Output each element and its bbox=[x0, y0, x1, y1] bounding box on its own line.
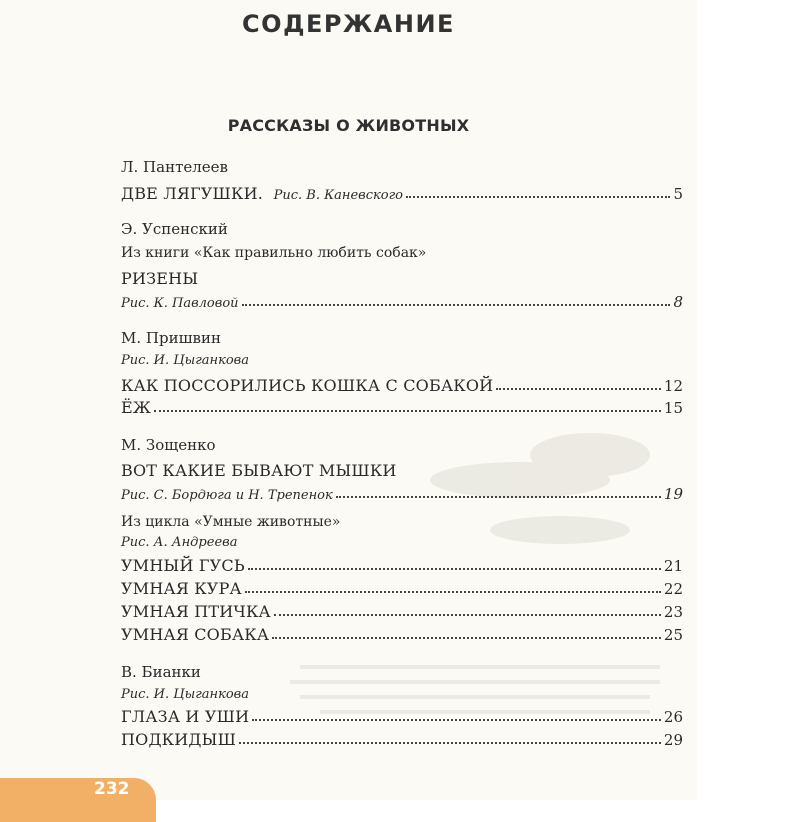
toc-entry[interactable] bbox=[121, 555, 683, 577]
entry-title: УМНАЯ КУРА bbox=[121, 579, 242, 598]
entry-title[interactable]: РИЗЕНЫ bbox=[121, 269, 199, 288]
author: М. Пришвин bbox=[121, 329, 221, 347]
author: М. Зощенко bbox=[121, 436, 216, 454]
page-ref: 25 bbox=[663, 626, 683, 644]
toc-entry[interactable] bbox=[121, 601, 683, 623]
illustrator: Рис. И. Цыганкова bbox=[121, 353, 249, 368]
page-ref: 8 bbox=[673, 293, 683, 311]
page-number: 232 bbox=[94, 779, 130, 799]
toc-entry[interactable] bbox=[121, 375, 683, 397]
page-ref: 26 bbox=[663, 708, 683, 726]
dot-leader bbox=[245, 587, 661, 593]
toc-entry[interactable] bbox=[121, 397, 683, 419]
dot-leader bbox=[274, 610, 661, 616]
illustrator: Рис. К. Павловой bbox=[121, 296, 239, 311]
toc-entry[interactable] bbox=[121, 291, 683, 313]
entry-title: ГЛАЗА И УШИ bbox=[121, 707, 250, 726]
dot-leader bbox=[252, 715, 661, 721]
entry-title: ДВЕ ЛЯГУШКИ. bbox=[121, 184, 264, 203]
section-heading: РАССКАЗЫ О ЖИВОТНЫХ bbox=[227, 116, 470, 135]
page-ref: 22 bbox=[663, 580, 683, 598]
dot-leader bbox=[272, 633, 661, 639]
illustrator: Рис. С. Бордюга и Н. Трепенок bbox=[121, 488, 333, 503]
cycle-title: Из цикла «Умные животные» bbox=[121, 514, 341, 530]
toc-entry[interactable] bbox=[121, 578, 683, 600]
toc-entry[interactable] bbox=[121, 183, 683, 205]
entry-title[interactable]: ВОТ КАКИЕ БЫВАЮТ МЫШКИ bbox=[121, 461, 397, 480]
illustrator: Рис. А. Андреева bbox=[121, 535, 238, 550]
book-source: Из книги «Как правильно любить собак» bbox=[121, 245, 427, 261]
entry-title: ЁЖ bbox=[121, 398, 152, 417]
dot-leader bbox=[496, 384, 661, 390]
dot-leader bbox=[248, 564, 661, 570]
author: Э. Успенский bbox=[121, 220, 228, 238]
entry-title: УМНАЯ ПТИЧКА bbox=[121, 602, 271, 621]
author: Л. Пантелеев bbox=[121, 158, 228, 176]
dot-leader bbox=[239, 738, 661, 744]
page-ref: 29 bbox=[663, 731, 683, 749]
page-ref: 19 bbox=[663, 485, 683, 503]
toc-entry[interactable] bbox=[121, 729, 683, 751]
dot-leader bbox=[336, 492, 661, 498]
entry-title: УМНАЯ СОБАКА bbox=[121, 625, 270, 644]
entry-title: КАК ПОССОРИЛИСЬ КОШКА С СОБАКОЙ bbox=[121, 376, 494, 395]
page-ref: 21 bbox=[663, 557, 683, 575]
page-ref: 15 bbox=[663, 399, 683, 417]
entry-title: УМНЫЙ ГУСЬ bbox=[121, 556, 245, 575]
page-title: СОДЕРЖАНИЕ bbox=[242, 10, 455, 38]
author: В. Бианки bbox=[121, 663, 201, 681]
page-ref: 12 bbox=[663, 377, 683, 395]
dot-leader bbox=[154, 406, 661, 412]
entry-title: ПОДКИДЫШ bbox=[121, 730, 237, 749]
page-number-badge bbox=[0, 778, 156, 822]
dot-leader bbox=[406, 192, 670, 198]
toc-entry[interactable] bbox=[121, 483, 683, 505]
toc-entry[interactable] bbox=[121, 624, 683, 646]
page-ref: 23 bbox=[663, 603, 683, 621]
illustrator: Рис. И. Цыганкова bbox=[121, 687, 249, 702]
dot-leader bbox=[242, 300, 671, 306]
illustrator: Рис. В. Каневского bbox=[273, 188, 404, 203]
toc-entry[interactable] bbox=[121, 706, 683, 728]
page-ref: 5 bbox=[673, 185, 683, 203]
